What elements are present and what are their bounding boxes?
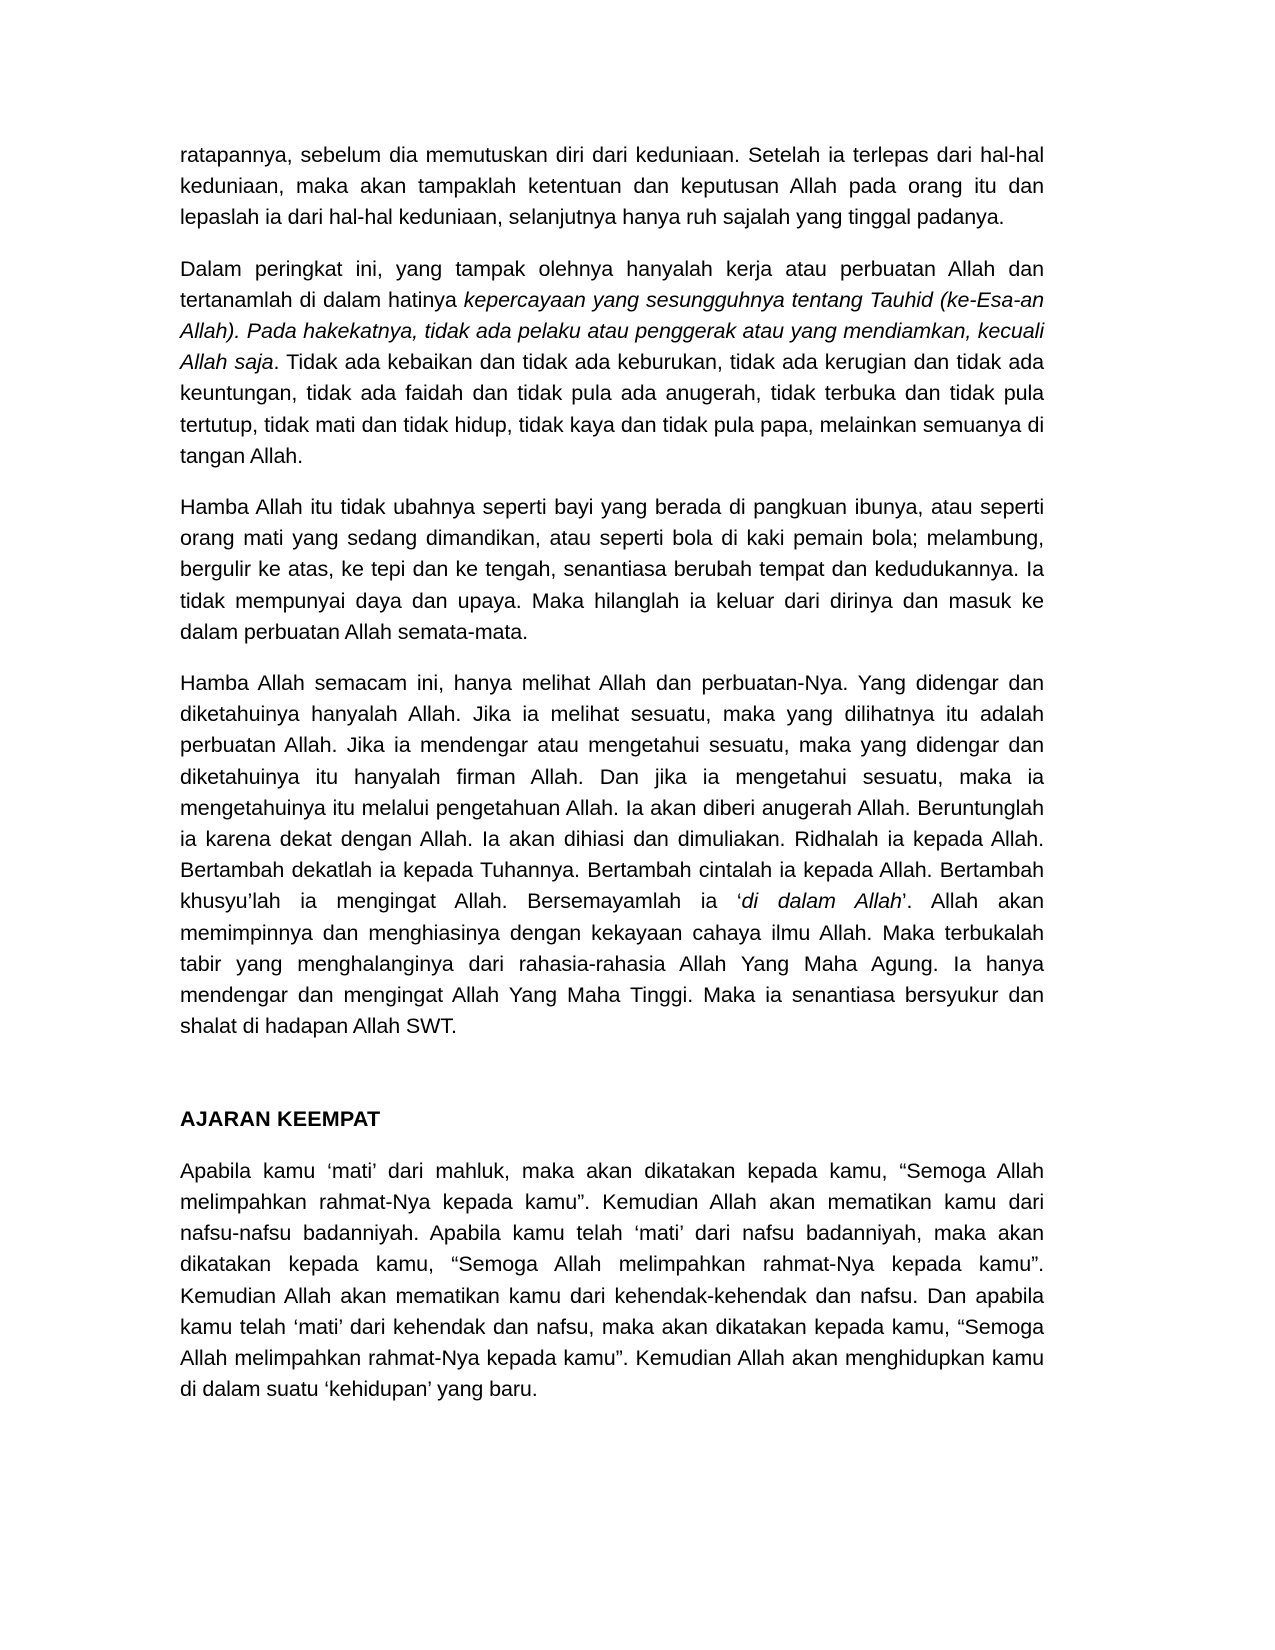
paragraph-1 xyxy=(180,140,1044,234)
text-run: Hamba Allah semacam ini, hanya melihat Allah dan perbuatan-Nya. Yang didengar dan diketahuinya hanyalah Allah. Jika ia melihat sesuatu, maka yang dilihatnya itu adalah perbuatan Allah. Jika ia mendengar atau mengetahui sesuatu, maka yang didengar dan diketahuinya itu hanyalah firman Allah. Dan jika ia mengetahui sesuatu, maka ia mengetahuinya itu melalui pengetahuan Allah. Ia akan diberi anugerah Allah. Beruntunglah ia karena dekat dengan Allah. Ia akan dihiasi dan dimuliakan. Ridhalah ia kepada Allah. Bertambah dekatlah ia kepada Tuhannya. Bertambah cintalah ia kepada Allah. Bertambah khusyu’lah ia mengingat Allah. Bersemayamlah ia ‘ xyxy=(180,671,1044,914)
text-run: . Tidak ada kebaikan dan tidak ada keburukan, tidak ada kerugian dan tidak ada keuntungan, tidak ada faidah dan tidak pula ada anugerah, tidak terbuka dan tidak pula tertutup, tidak mati dan tidak hidup, tidak kaya dan tidak pula papa, melainkan semuanya di tangan Allah. xyxy=(180,350,1044,468)
text-run: ’. Allah akan memimpinnya dan menghiasinya dengan kekayaan cahaya ilmu Allah. Maka terbukalah tabir yang menghalanginya dari rahasia-rahasia Allah Yang Maha Agung. Ia hanya mendengar dan mengingat Allah Yang Maha Tinggi. Maka ia senantiasa bersyukur dan shalat di hadapan Allah SWT. xyxy=(180,889,1044,1039)
text-run: Dalam peringkat ini, yang tampak olehnya hanyalah kerja atau perbuatan Allah dan tertanamlah di dalam hatinya xyxy=(180,256,1044,312)
page-title: AJARAN KEEMPAT xyxy=(180,1107,381,1132)
emphasis-run: kepercayaan yang sesungguhnya tentang Tauhid (ke-Esa-an Allah). Pada hakekatnya, tidak ada pelaku atau penggerak atau yang mendiamkan, kecuali Allah saja xyxy=(180,287,1044,375)
post-heading-spacer xyxy=(180,1136,1044,1156)
paragraph-3 xyxy=(180,492,1044,648)
paragraph-4 xyxy=(180,668,1044,1042)
text-run: ratapannya, sebelum dia memutuskan diri dari keduniaan. Setelah ia terlepas dari hal-hal keduniaan, maka akan tampaklah ketentuan dan keputusan Allah pada orang itu dan lepaslah ia dari hal-hal keduniaan, selanjutnya hanya ruh sajalah yang tinggal padanya. xyxy=(180,143,1044,230)
text-run: Hamba Allah itu tidak ubahnya seperti bayi yang berada di pangkuan ibunya, atau seperti orang mati yang sedang dimandikan, atau seperti bola di kaki pemain bola; melambung, bergulir ke atas, ke tepi dan ke tengah, senantiasa berubah tempat dan kedudukannya. Ia tidak mempunyai daya dan upaya. Maka hilanglah ia keluar dari dirinya dan masuk ke dalam perbuatan Allah semata-mata. xyxy=(180,495,1044,644)
paragraph-5 xyxy=(180,1156,1044,1406)
text-run: Apabila kamu ‘mati’ dari mahluk, maka akan dikatakan kepada kamu, “Semoga Allah melimpahkan rahmat-Nya kepada kamu”. Kemudian Allah akan mematikan kamu dari nafsu-nafsu badanniyah. Apabila kamu telah ‘mati’ dari nafsu badanniyah, maka akan dikatakan kepada kamu, “Semoga Allah melimpahkan rahmat-Nya kepada kamu”. Kemudian Allah akan mematikan kamu dari kehendak-kehendak dan nafsu. Dan apabila kamu telah ‘mati’ dari kehendak dan nafsu, maka akan dikatakan kepada kamu, “Semoga Allah melimpahkan rahmat-Nya kepada kamu”. Kemudian Allah akan menghidupkan kamu di dalam suatu ‘kehidupan’ yang baru. xyxy=(180,1158,1044,1402)
document-text-column xyxy=(180,140,1044,1405)
heading-spacer xyxy=(180,1062,1044,1104)
paragraph-2 xyxy=(180,254,1044,472)
emphasis-run: di dalam Allah xyxy=(741,889,902,914)
